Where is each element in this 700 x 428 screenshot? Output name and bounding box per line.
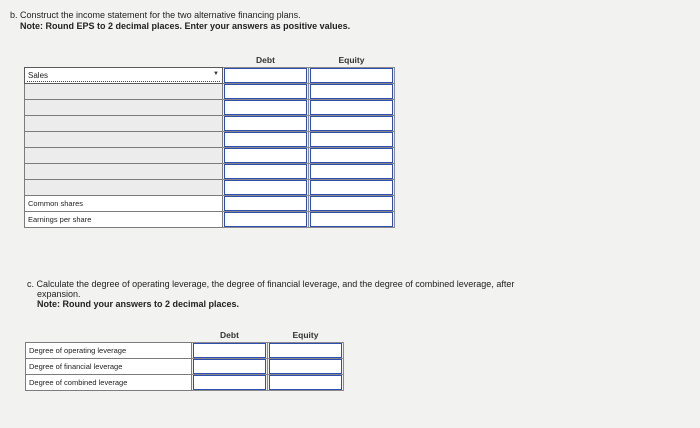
part-b-note: Note: Round EPS to 2 decimal places. Enter your answers as positive values. <box>20 21 351 31</box>
debt-input[interactable] <box>224 164 307 179</box>
equity-input[interactable] <box>310 180 393 195</box>
income-statement-header-row <box>25 52 395 68</box>
leverage-row <box>26 343 344 359</box>
debt-cell <box>223 100 309 116</box>
equity-input[interactable] <box>310 148 393 163</box>
chevron-down-icon[interactable]: ▼ <box>213 71 219 77</box>
row-label: Degree of financial leverage <box>26 359 192 375</box>
header-spacer <box>26 328 192 343</box>
part-c-note: Note: Round your answers to 2 decimal places. <box>37 299 240 309</box>
income-statement-row <box>25 180 395 196</box>
debt-cell <box>223 196 309 212</box>
column-header-equity: Equity <box>292 330 319 340</box>
income-statement-row <box>25 100 395 116</box>
equity-cell <box>309 212 395 228</box>
equity-input[interactable] <box>269 359 342 374</box>
debt-input[interactable] <box>224 68 307 83</box>
debt-cell <box>223 116 309 132</box>
debt-cell <box>223 68 309 84</box>
equity-input[interactable] <box>310 100 393 115</box>
row-label: Earnings per share <box>25 212 223 228</box>
leverage-header-row <box>26 328 344 343</box>
row-label-dropdown[interactable] <box>25 132 223 148</box>
debt-input[interactable] <box>224 132 307 147</box>
row-label-dropdown[interactable] <box>25 148 223 164</box>
debt-cell <box>192 359 268 375</box>
part-c-title: c. Calculate the degree of operating leverage, the degree of financial leverage, and the degree of combined leverage, after <box>27 279 515 289</box>
row-label: Degree of operating leverage <box>26 343 192 359</box>
debt-cell <box>223 164 309 180</box>
equity-input[interactable] <box>310 68 393 83</box>
row-label-text: Sales <box>28 71 49 80</box>
row-label-dropdown[interactable] <box>25 68 223 84</box>
row-label-dropdown[interactable] <box>25 116 223 132</box>
column-header-debt: Debt <box>256 54 275 65</box>
debt-cell <box>223 212 309 228</box>
equity-cell <box>309 116 395 132</box>
debt-cell <box>192 375 268 391</box>
row-label-dropdown[interactable] <box>25 164 223 180</box>
part-b-title: b. Construct the income statement for the two alternative financing plans. <box>10 10 301 20</box>
header-spacer <box>25 52 223 68</box>
debt-input[interactable] <box>224 148 307 163</box>
row-label: Degree of combined leverage <box>26 375 192 391</box>
income-statement-row <box>25 84 395 100</box>
debt-input[interactable] <box>224 196 307 211</box>
equity-cell <box>309 132 395 148</box>
debt-input[interactable] <box>224 84 307 99</box>
income-statement-row <box>25 148 395 164</box>
debt-cell <box>192 343 268 359</box>
row-label-dropdown[interactable] <box>25 84 223 100</box>
income-statement-row <box>25 132 395 148</box>
equity-input[interactable] <box>310 84 393 99</box>
equity-cell <box>309 148 395 164</box>
debt-input[interactable] <box>224 212 307 227</box>
debt-input[interactable] <box>224 116 307 131</box>
debt-input[interactable] <box>193 359 266 374</box>
income-statement-row <box>25 196 395 212</box>
debt-cell <box>223 84 309 100</box>
income-statement-row <box>25 68 395 84</box>
equity-cell <box>268 343 344 359</box>
equity-cell <box>309 84 395 100</box>
debt-input[interactable] <box>224 180 307 195</box>
equity-input[interactable] <box>269 343 342 358</box>
equity-input[interactable] <box>310 164 393 179</box>
row-label-dropdown[interactable] <box>25 100 223 116</box>
equity-input[interactable] <box>269 375 342 390</box>
income-statement-row <box>25 212 395 228</box>
income-statement-row <box>25 116 395 132</box>
equity-cell <box>268 375 344 391</box>
row-label-dropdown[interactable] <box>25 180 223 196</box>
income-statement-table <box>24 52 395 228</box>
equity-input[interactable] <box>310 212 393 227</box>
row-label: Common shares <box>25 196 223 212</box>
dropdown-underline <box>27 81 220 82</box>
income-statement-row <box>25 164 395 180</box>
column-header-equity: Equity <box>338 54 365 65</box>
debt-input[interactable] <box>224 100 307 115</box>
equity-input[interactable] <box>310 116 393 131</box>
leverage-row <box>26 375 344 391</box>
column-header-debt: Debt <box>220 330 239 340</box>
equity-cell <box>309 68 395 84</box>
equity-cell <box>309 100 395 116</box>
equity-input[interactable] <box>310 196 393 211</box>
debt-cell <box>223 132 309 148</box>
leverage-row <box>26 359 344 375</box>
debt-input[interactable] <box>193 375 266 390</box>
leverage-table <box>25 328 344 391</box>
debt-input[interactable] <box>193 343 266 358</box>
equity-cell <box>268 359 344 375</box>
equity-cell <box>309 180 395 196</box>
equity-input[interactable] <box>310 132 393 147</box>
equity-cell <box>309 196 395 212</box>
equity-cell <box>309 164 395 180</box>
part-c-title-continued: expansion. <box>37 289 81 299</box>
debt-cell <box>223 180 309 196</box>
debt-cell <box>223 148 309 164</box>
